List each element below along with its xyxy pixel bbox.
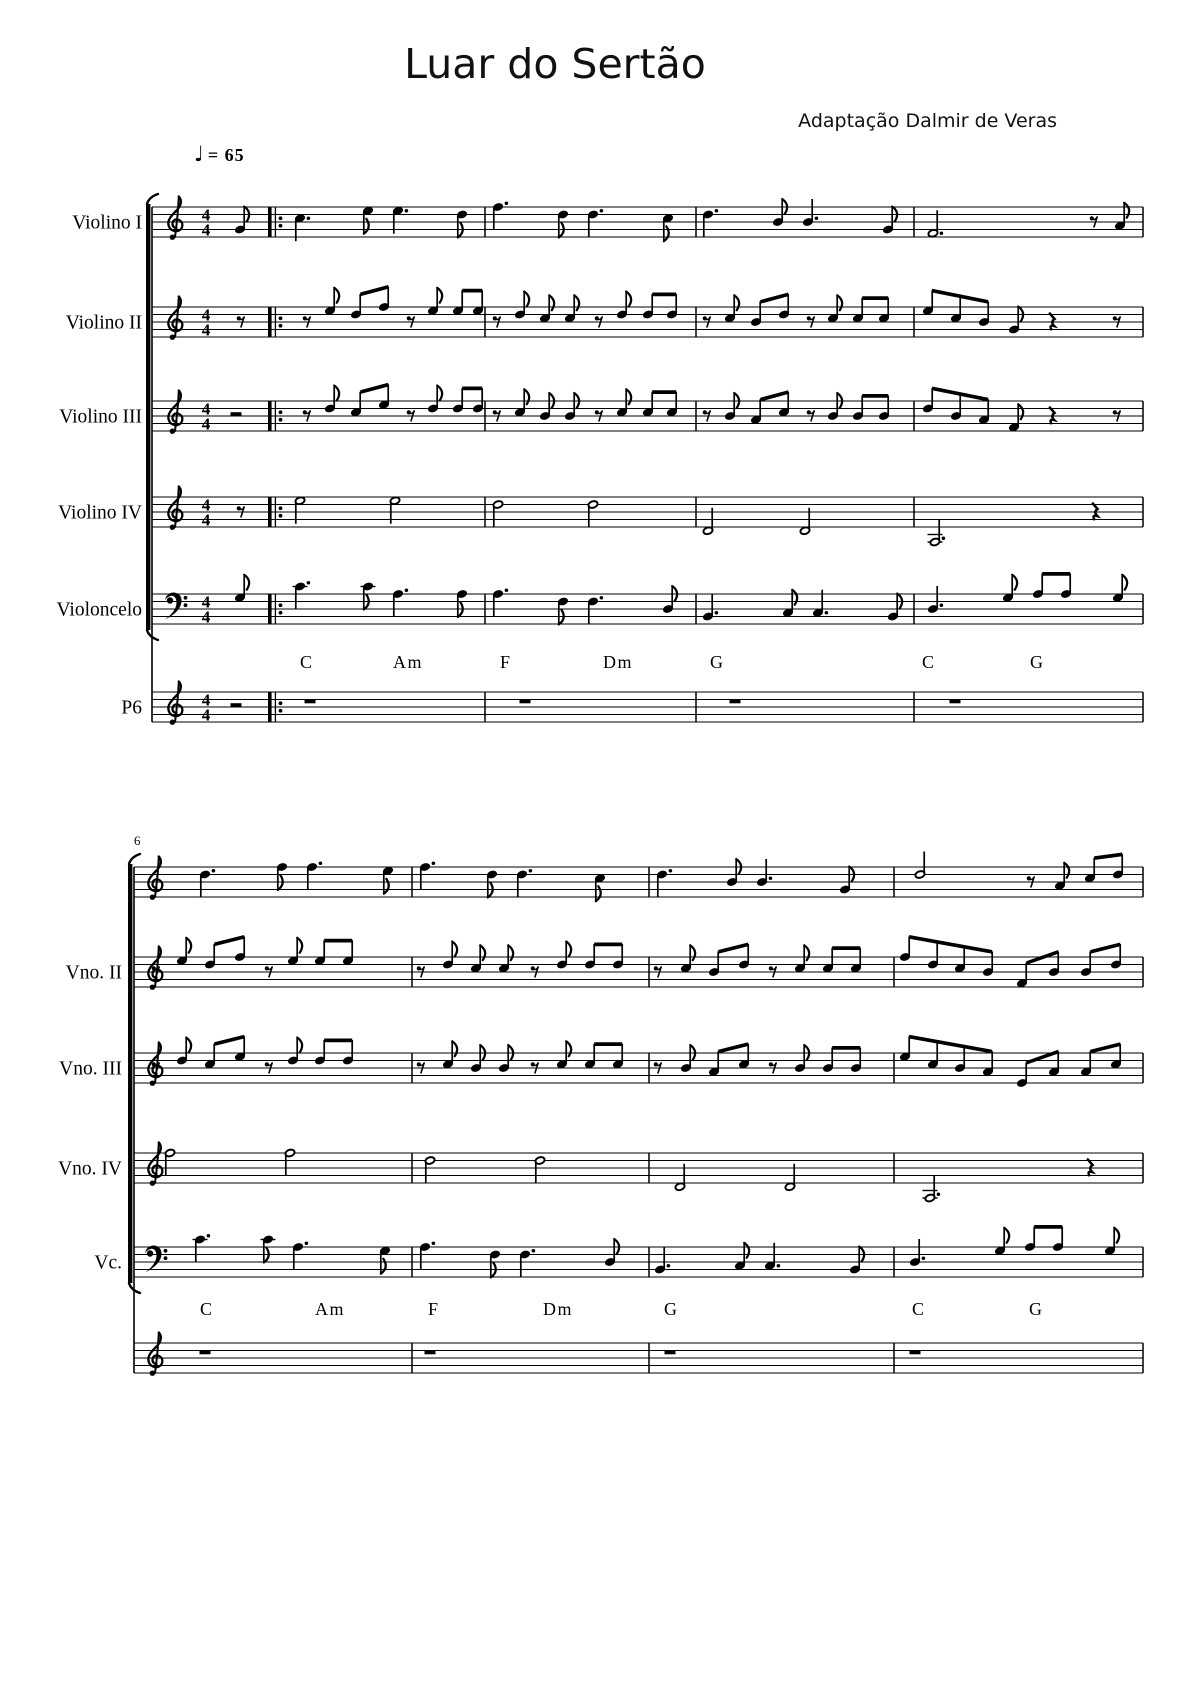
beam (832, 1046, 860, 1050)
augmentation-dot (207, 1234, 211, 1238)
instrument-label: Violino III (59, 406, 142, 428)
augmentation-dot (529, 869, 533, 873)
time-signature: 4 (201, 705, 211, 725)
begin-repeat-barline (279, 701, 283, 705)
time-signature: 4 (201, 220, 211, 240)
begin-repeat-barline (279, 324, 283, 328)
treble-clef-icon (150, 895, 155, 900)
treble-clef-icon (148, 1043, 162, 1078)
beam (909, 935, 992, 954)
augmentation-dot (600, 209, 604, 213)
chord-symbol: C (200, 1299, 214, 1319)
augmentation-dot (667, 1264, 671, 1268)
augmentation-dot (600, 596, 604, 600)
chord-symbol: Dm (543, 1299, 573, 1319)
augmentation-dot (715, 209, 719, 213)
augmentation-dot (505, 201, 509, 205)
time-signature: 4 (201, 592, 211, 612)
beam (862, 394, 888, 398)
beam (760, 293, 788, 304)
treble-clef-icon (150, 1371, 155, 1376)
arranger-credit: Adaptação Dalmir de Veras (798, 110, 1057, 132)
augmentation-dot (405, 209, 409, 213)
augmentation-dot (307, 216, 311, 220)
instrument-label: Vno. IV (58, 1158, 122, 1180)
treble-clef-icon (170, 335, 175, 340)
time-signature: 4 (201, 510, 211, 530)
treble-clef-icon (170, 525, 175, 530)
beam (1090, 1042, 1120, 1053)
begin-repeat-barline (279, 224, 283, 228)
instrument-label: Violino I (72, 212, 142, 234)
beam (1026, 1050, 1058, 1065)
augmentation-dot (432, 861, 436, 865)
treble-clef-icon (170, 235, 175, 240)
beam (594, 943, 622, 947)
bass-clef-icon (145, 1245, 162, 1272)
chord-symbol: G (1030, 652, 1045, 672)
system-bracket (147, 194, 158, 204)
begin-repeat-barline (279, 506, 283, 510)
treble-clef-icon (168, 297, 182, 332)
treble-clef-icon (148, 947, 162, 982)
quarter-note-icon: ♩ (194, 142, 204, 166)
augmentation-dot (777, 1264, 781, 1268)
augmentation-dot (505, 588, 509, 592)
instrument-label: Vno. II (65, 962, 122, 984)
chord-symbol: Am (315, 1299, 345, 1319)
time-signature: 4 (201, 607, 211, 627)
rest-whole (910, 1351, 921, 1355)
begin-repeat-barline (279, 603, 283, 607)
augmentation-dot (319, 861, 323, 865)
rest-whole (665, 1351, 676, 1355)
instrument-label: Vno. III (59, 1058, 122, 1080)
begin-repeat-barline (268, 401, 272, 431)
beam (1042, 572, 1070, 576)
augmentation-dot (669, 869, 673, 873)
bass-clef-icon (165, 592, 182, 619)
beam (324, 939, 352, 943)
instrument-label: P6 (121, 697, 142, 719)
instrument-label: Violoncelo (56, 599, 142, 621)
begin-repeat-barline (279, 216, 283, 220)
page-title: Luar do Sertão (404, 40, 706, 88)
rest-whole (730, 700, 741, 704)
time-signature: 4 (201, 205, 211, 225)
augmentation-dot (432, 1241, 436, 1245)
begin-repeat-barline (279, 611, 283, 615)
instrument-label: Vc. (94, 1252, 122, 1274)
instrument-label: Violino IV (58, 502, 142, 524)
bass-clef-icon (147, 1250, 153, 1256)
rest-half (231, 412, 242, 416)
augmentation-dot (937, 1192, 941, 1196)
beam (594, 1042, 622, 1046)
beam (760, 390, 788, 401)
augmentation-dot (305, 1241, 309, 1245)
augmentation-dot (922, 1256, 926, 1260)
chord-symbol: C (300, 652, 314, 672)
beam (360, 383, 388, 394)
rest-quarter (1088, 1160, 1093, 1176)
beam (862, 296, 888, 300)
rest-whole (305, 700, 316, 704)
bass-clef-icon (184, 603, 188, 607)
rest-whole (425, 1351, 436, 1355)
rest-half (231, 703, 242, 707)
chord-symbol: C (922, 652, 936, 672)
beam (1090, 943, 1120, 954)
treble-clef-icon (168, 682, 182, 717)
rest-whole (950, 700, 961, 704)
beam (718, 1042, 748, 1053)
begin-repeat-barline (279, 514, 283, 518)
treble-clef-icon (148, 857, 162, 892)
beam (214, 1035, 244, 1046)
begin-repeat-barline (268, 497, 272, 527)
time-signature: 4 (201, 414, 211, 434)
beam (214, 935, 244, 946)
bass-clef-icon (167, 597, 173, 603)
chord-symbol: G (1029, 1299, 1044, 1319)
chord-symbol: Dm (603, 652, 633, 672)
bass-clef-icon (164, 1256, 168, 1260)
beam (909, 1035, 992, 1054)
bass-clef-icon (164, 1249, 168, 1253)
system-bracket (128, 864, 132, 1283)
bass-clef-icon (184, 596, 188, 600)
begin-repeat-barline (268, 594, 272, 624)
rest-whole (200, 1351, 211, 1355)
augmentation-dot (942, 536, 946, 540)
begin-repeat-barline (268, 692, 272, 722)
begin-repeat-barline (268, 207, 272, 237)
augmentation-dot (815, 216, 819, 220)
augmentation-dot (532, 1249, 536, 1253)
beam (718, 943, 748, 954)
rest-quarter (1050, 314, 1055, 330)
system-bracket (146, 204, 150, 630)
chord-symbol: Am (393, 652, 423, 672)
treble-clef-icon (150, 1181, 155, 1186)
system-bracket (129, 854, 140, 864)
treble-clef-icon (168, 197, 182, 232)
treble-clef-icon (170, 429, 175, 434)
begin-repeat-barline (279, 410, 283, 414)
treble-clef-icon (150, 1081, 155, 1086)
begin-repeat-barline (279, 316, 283, 320)
treble-clef-icon (148, 1143, 162, 1178)
time-signature: 4 (201, 305, 211, 325)
augmentation-dot (212, 869, 216, 873)
beam (462, 289, 482, 293)
rest-quarter (1050, 408, 1055, 424)
augmentation-dot (940, 231, 944, 235)
augmentation-dot (825, 611, 829, 615)
beam (462, 387, 482, 391)
treble-clef-icon (168, 487, 182, 522)
measure-number: 6 (134, 833, 141, 848)
time-signature: 4 (201, 320, 211, 340)
chord-symbol: G (664, 1299, 679, 1319)
chord-symbol: G (710, 652, 725, 672)
rest-whole (520, 700, 531, 704)
chord-symbol: F (500, 652, 512, 672)
augmentation-dot (940, 603, 944, 607)
augmentation-dot (405, 588, 409, 592)
beam (360, 285, 388, 296)
time-signature: 4 (201, 399, 211, 419)
chord-symbol: F (428, 1299, 440, 1319)
beam (324, 1039, 352, 1043)
begin-repeat-barline (279, 709, 283, 713)
beam (1094, 853, 1122, 861)
rest-quarter (1093, 504, 1098, 520)
beam (832, 946, 860, 950)
instrument-label: Violino II (65, 312, 142, 334)
chord-symbol: C (912, 1299, 926, 1319)
treble-clef-icon (150, 985, 155, 990)
treble-clef-icon (148, 1333, 162, 1368)
begin-repeat-barline (268, 307, 272, 337)
augmentation-dot (307, 581, 311, 585)
tempo-value: = 65 (207, 145, 245, 165)
beam (652, 293, 676, 297)
beam (652, 390, 676, 394)
begin-repeat-barline (279, 418, 283, 422)
treble-clef-icon (170, 720, 175, 725)
augmentation-dot (715, 611, 719, 615)
time-signature: 4 (201, 495, 211, 515)
beam (1034, 1225, 1062, 1229)
time-signature: 4 (201, 690, 211, 710)
augmentation-dot (769, 876, 773, 880)
treble-clef-icon (168, 391, 182, 426)
